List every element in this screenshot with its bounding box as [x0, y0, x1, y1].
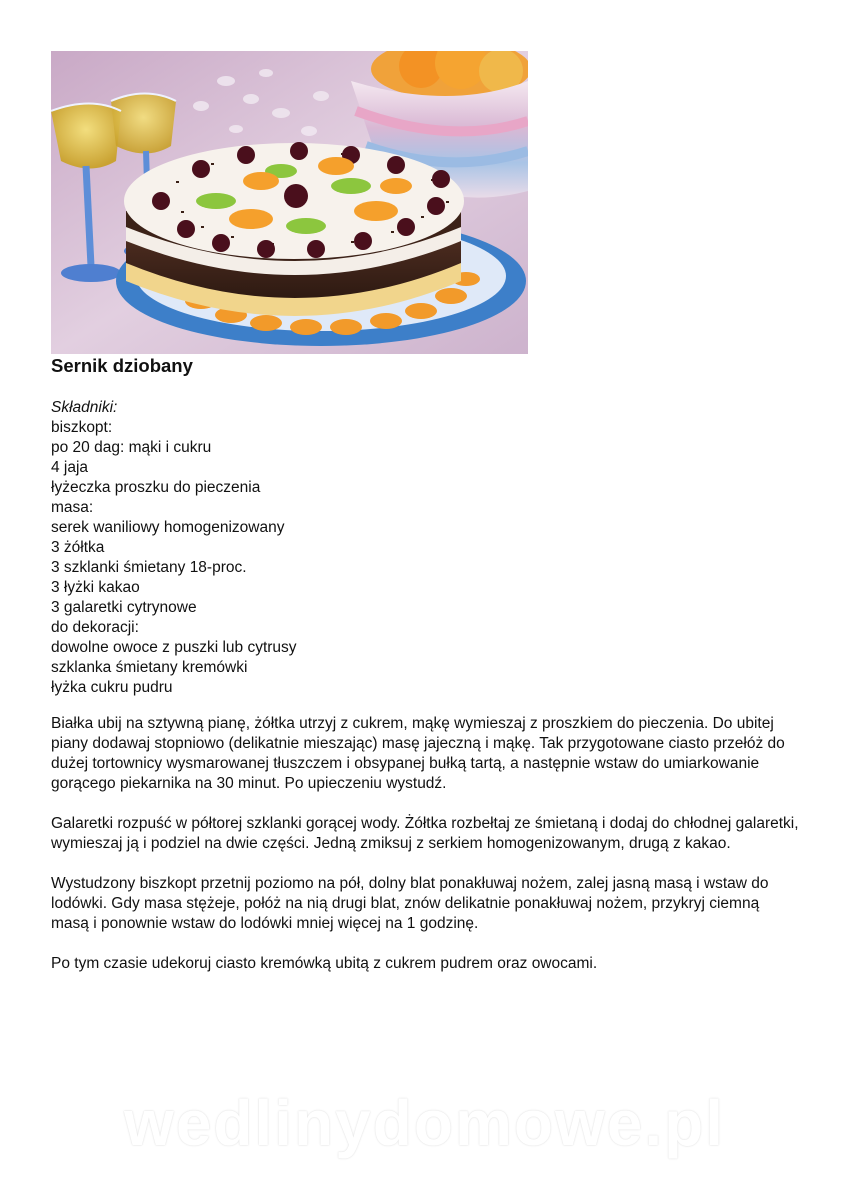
ingredient-item: biszkopt:: [51, 419, 113, 436]
recipe-title: Sernik dziobany: [51, 355, 193, 376]
step-paragraph: Po tym czasie udekoruj ciasto kremówką ubitą z cukrem pudrem oraz owocami.: [51, 955, 598, 972]
ingredient-item: masa:: [51, 499, 94, 516]
ingredient-item: łyżka cukru pudru: [51, 679, 173, 696]
ingredient-item: 3 łyżki kakao: [51, 579, 140, 596]
watermark: wedlinydomowe.pl: [124, 1087, 725, 1159]
step-paragraph: Wystudzony biszkopt przetnij poziomo na pół, dolny blat ponakłuwaj nożem, zalej jasną masą i wstaw do lodówki. Gdy masa stężeje, połóż na nią drugi blat, znów delikatnie ponakłuwaj nożem, przykryj ciemną masą i ponownie wstaw do lodówki mniej więcej na 1 godzinę.: [51, 875, 769, 932]
ingredient-item: 3 galaretki cytrynowe: [51, 599, 197, 616]
cake-photo: [51, 51, 528, 354]
ingredients-list: [51, 398, 297, 698]
ingredient-item: po 20 dag: mąki i cukru: [51, 439, 212, 456]
ingredients-heading: Składniki:: [51, 399, 118, 416]
ingredient-item: 4 jaja: [51, 459, 89, 476]
ingredient-item: łyżeczka proszku do pieczenia: [51, 479, 261, 496]
step-paragraph: Galaretki rozpuść w półtorej szklanki gorącej wody. Żółtka rozbełtaj ze śmietaną i dodaj do chłodnej galaretki, wymieszaj ją i podziel na dwie części. Jedną zmiksuj z serkiem homogenizowanym, drugą z kakao.: [51, 815, 799, 852]
ingredient-item: 3 szklanki śmietany 18-proc.: [51, 559, 247, 576]
ingredient-item: szklanka śmietany kremówki: [51, 659, 248, 676]
step-paragraph: Białka ubij na sztywną pianę, żółtka utrzyj z cukrem, mąkę wymieszaj z proszkiem do pieczenia. Do ubitej piany dodawaj stopniowo (delikatnie mieszając) masę jajeczną i mąkę. Tak przygotowane ciasto przełóż do dużej tortownicy wysmarowanej tłuszczem i obsypanej bułką tartą, a następnie wstaw do umiarkowanie gorącego piekarnika na 30 minut. Po upieczeniu wystudź.: [51, 715, 785, 792]
ingredient-item: 3 żółtka: [51, 539, 105, 556]
ingredient-item: do dekoracji:: [51, 619, 139, 636]
ingredient-item: serek waniliowy homogenizowany: [51, 519, 285, 536]
cake-illustration: [51, 51, 528, 354]
cake: [124, 142, 464, 316]
ingredient-item: dowolne owoce z puszki lub cytrusy: [51, 639, 297, 656]
preparation-steps: [51, 714, 801, 994]
